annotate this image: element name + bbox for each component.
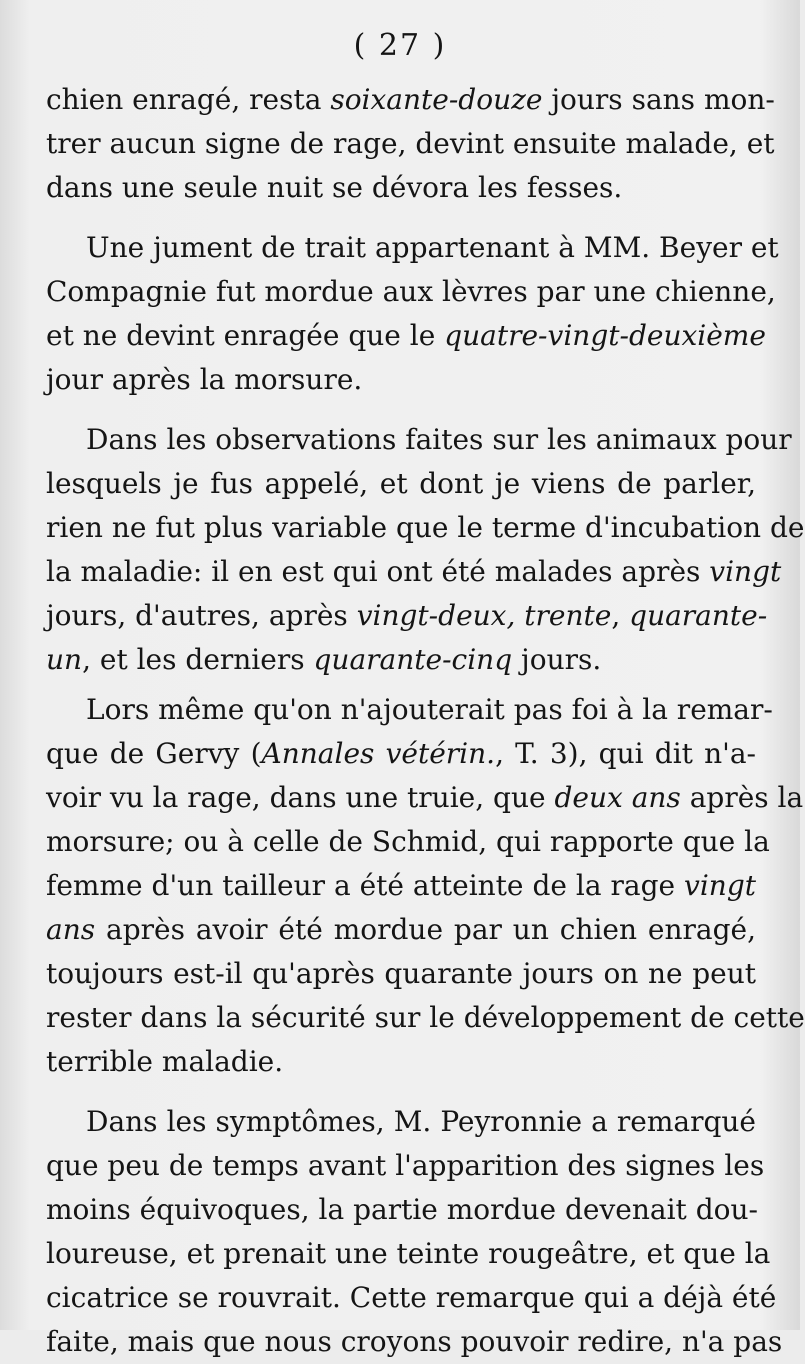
text-line <box>46 1040 756 1084</box>
text-run: que de Gervy ( <box>46 737 262 770</box>
italic-run: vingt-deux, trente <box>356 599 612 632</box>
body-text <box>46 78 805 1364</box>
text-run: , T. 3), qui dit n'a- <box>495 737 757 770</box>
italic-run: Annales vétérin. <box>261 737 496 770</box>
paragraph-gap <box>46 402 756 418</box>
text-run: lesquels je fus appelé, et dont je viens de parler, <box>46 467 756 500</box>
text-run: que peu de temps avant l'apparition des signes les <box>46 1149 765 1182</box>
text-run: Lors même qu'on n'ajouterait pas foi à la remar- <box>86 693 773 726</box>
text-run: jours, d'autres, après <box>46 599 357 632</box>
paragraph <box>46 418 805 682</box>
text-line <box>46 1100 756 1144</box>
paragraph <box>46 78 775 210</box>
text-line <box>46 1320 783 1364</box>
text-run: trer aucun signe de rage, devint ensuite malade, et <box>46 127 775 160</box>
text-run: jours. <box>512 643 602 676</box>
text-line <box>46 1232 771 1276</box>
text-run: Compagnie fut mordue aux lèvres par une chienne, <box>46 275 776 308</box>
text-line <box>46 594 768 638</box>
text-line <box>46 1188 756 1232</box>
text-run: voir vu la rage, dans une truie, que <box>46 781 555 814</box>
page-number: ( 27 ) <box>353 28 447 63</box>
text-run: femme d'un tailleur a été atteinte de la rage <box>46 869 685 902</box>
paragraph-gap <box>46 1084 756 1100</box>
italic-run: quarante-cinq <box>313 643 513 676</box>
text-line <box>46 1276 777 1320</box>
text-run: jours sans mon- <box>542 83 775 116</box>
text-line <box>46 820 770 864</box>
text-run: terrible maladie. <box>46 1045 284 1078</box>
italic-run: deux ans <box>554 781 681 814</box>
text-line <box>46 996 805 1040</box>
text-run: rien ne fut plus variable que le terme d'incubation de <box>46 511 805 544</box>
text-line <box>46 1144 765 1188</box>
italic-run: ans <box>46 913 96 946</box>
text-line <box>46 166 756 210</box>
text-line <box>46 122 775 166</box>
text-run: rester dans la sécurité sur le développement de cette <box>46 1001 805 1034</box>
text-run: jour après la morsure. <box>46 363 363 396</box>
italic-run: vingt <box>709 555 782 588</box>
paragraph <box>46 226 779 402</box>
text-line <box>46 864 756 908</box>
text-run: Dans les symptômes, M. Peyronnie a remarqué <box>86 1105 756 1138</box>
text-line <box>46 78 775 122</box>
text-line <box>46 908 756 952</box>
text-run: Une jument de trait appartenant à MM. Beyer et <box>86 231 779 264</box>
italic-run: quatre-vingt-deuxième <box>444 319 766 352</box>
italic-run: soixante-douze <box>330 83 543 116</box>
italic-run: quarante- <box>629 599 768 632</box>
text-run: moins équivoques, la partie mordue devenait dou- <box>46 1193 758 1226</box>
text-line <box>46 688 773 732</box>
paragraph <box>46 688 805 1084</box>
text-line <box>46 358 756 402</box>
text-line <box>46 550 782 594</box>
text-run: Dans les observations faites sur les animaux pour <box>86 423 792 456</box>
text-line <box>46 506 805 550</box>
text-run: faite, mais que nous croyons pouvoir redire, n'a pas <box>46 1325 783 1358</box>
italic-run: un <box>46 643 83 676</box>
text-line <box>46 462 756 506</box>
text-line <box>46 270 776 314</box>
text-run: chien enragé, resta <box>46 83 331 116</box>
text-line <box>46 776 804 820</box>
text-line <box>46 314 766 358</box>
text-run: après avoir été mordue par un chien enragé, <box>95 913 756 946</box>
paragraph-gap <box>46 210 756 226</box>
text-run: dans une seule nuit se dévora les fesses. <box>46 171 623 204</box>
text-run: et ne devint enragée que le <box>46 319 445 352</box>
text-run: loureuse, et prenait une teinte rougeâtre, et que la <box>46 1237 771 1270</box>
text-line <box>46 952 756 996</box>
text-run: morsure; ou à celle de Schmid, qui rapporte que la <box>46 825 770 858</box>
text-run: après la <box>680 781 804 814</box>
paragraph <box>46 1100 783 1364</box>
italic-run: vingt <box>684 869 756 902</box>
text-run: cicatrice se rouvrait. Cette remarque qui a déjà été <box>46 1281 777 1314</box>
text-run: toujours est-il qu'après quarante jours on ne peut <box>46 957 756 990</box>
text-line <box>46 732 756 776</box>
text-run: la maladie: il en est qui ont été malades après <box>46 555 710 588</box>
text-run: , <box>611 599 630 632</box>
text-run: , et les derniers <box>82 643 314 676</box>
text-line <box>46 226 779 270</box>
text-line <box>46 638 756 682</box>
text-line <box>46 418 792 462</box>
